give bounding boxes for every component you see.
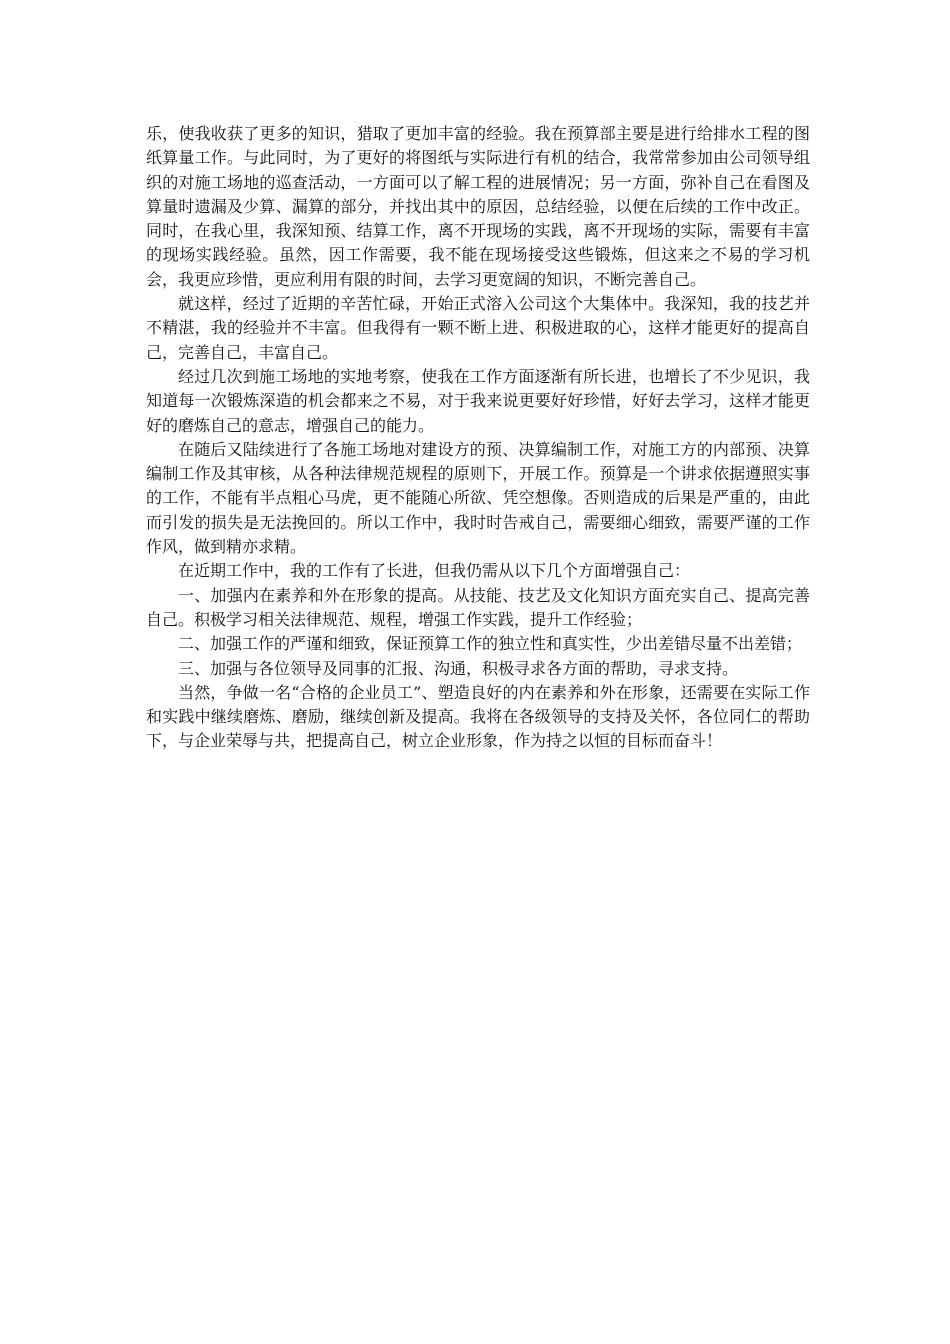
paragraph-8: 三、加强与各位领导及同事的汇报、沟通，积极寻求各方面的帮助，寻求支持。 bbox=[178, 658, 739, 678]
paragraph-1: 乐，使我收获了更多的知识，猎取了更加丰富的经验。我在预算部主要是进行给排水工程的图纸算量工作。与此同时，为了更好的将图纸与实际进行有机的结合，我常常参加由公司领导组织的对施工场地的巡查活动，一方面可以了解工程的进展情况；另一方面，弥补自己在看图及算量时遗漏及少算、漏算的部分，并找出其中的原因，总结经验，以便在后续的工作中改正。同时，在我心里，我深知预、结算工作，离不开现场的实践，离不开现场的实际，需要有丰富的现场实践经验。虽然，因工作需要，我不能在现场接受这些锻炼，但这来之不易的学习机会，我更应珍惜，更应利用有限的时间，去学习更宽阔的知识，不断完善自己。 bbox=[146, 124, 810, 289]
document-body bbox=[146, 122, 810, 754]
paragraph-5: 在近期工作中，我的工作有了长进，但我仍需从以下几个方面增强自己： bbox=[178, 561, 691, 581]
paragraph-9: 当然，争做一名“合格的企业员工”、塑造良好的内在素养和外在形象，还需要在实际工作和实践中继续磨炼、磨励，继续创新及提高。我将在各级领导的支持及关怀，各位同仁的帮助下，与企业荣辱与共，把提高自己，树立企业形象，作为持之以恒的目标而奋斗！ bbox=[146, 682, 810, 751]
paragraph-6: 一、加强内在素养和外在形象的提高。从技能、技艺及文化知识方面充实自己、提高完善自己。积极学习相关法律规范、规程，增强工作实践，提升工作经验； bbox=[146, 585, 810, 629]
paragraph-4: 在随后又陆续进行了各施工场地对建设方的预、决算编制工作，对施工方的内部预、决算编制工作及其审核，从各种法律规范规程的原则下，开展工作。预算是一个讲求依据遵照实事的工作，不能有半点粗心马虎，更不能随心所欲、凭空想像。否则造成的后果是严重的，由此而引发的损失是无法挽回的。所以工作中，我时时告戒自己，需要细心细致，需要严谨的工作作风，做到精亦求精。 bbox=[146, 439, 810, 557]
paragraph-3: 经过几次到施工场地的实地考察，使我在工作方面逐渐有所长进，也增长了不少见识，我知道每一次锻炼深造的机会都来之不易，对于我来说更要好好珍惜，好好去学习，这样才能更好的磨炼自己的意志，增强自己的能力。 bbox=[146, 366, 810, 435]
paragraph-2: 就这样，经过了近期的辛苦忙碌，开始正式溶入公司这个大集体中。我深知，我的技艺并不精湛，我的经验并不丰富。但我得有一颗不断上进、积极进取的心，这样才能更好的提高自己，完善自己，丰富自己。 bbox=[146, 294, 810, 362]
paragraph-7: 二、加强工作的严谨和细致，保证预算工作的独立性和真实性，少出差错尽量不出差错； bbox=[178, 634, 803, 654]
